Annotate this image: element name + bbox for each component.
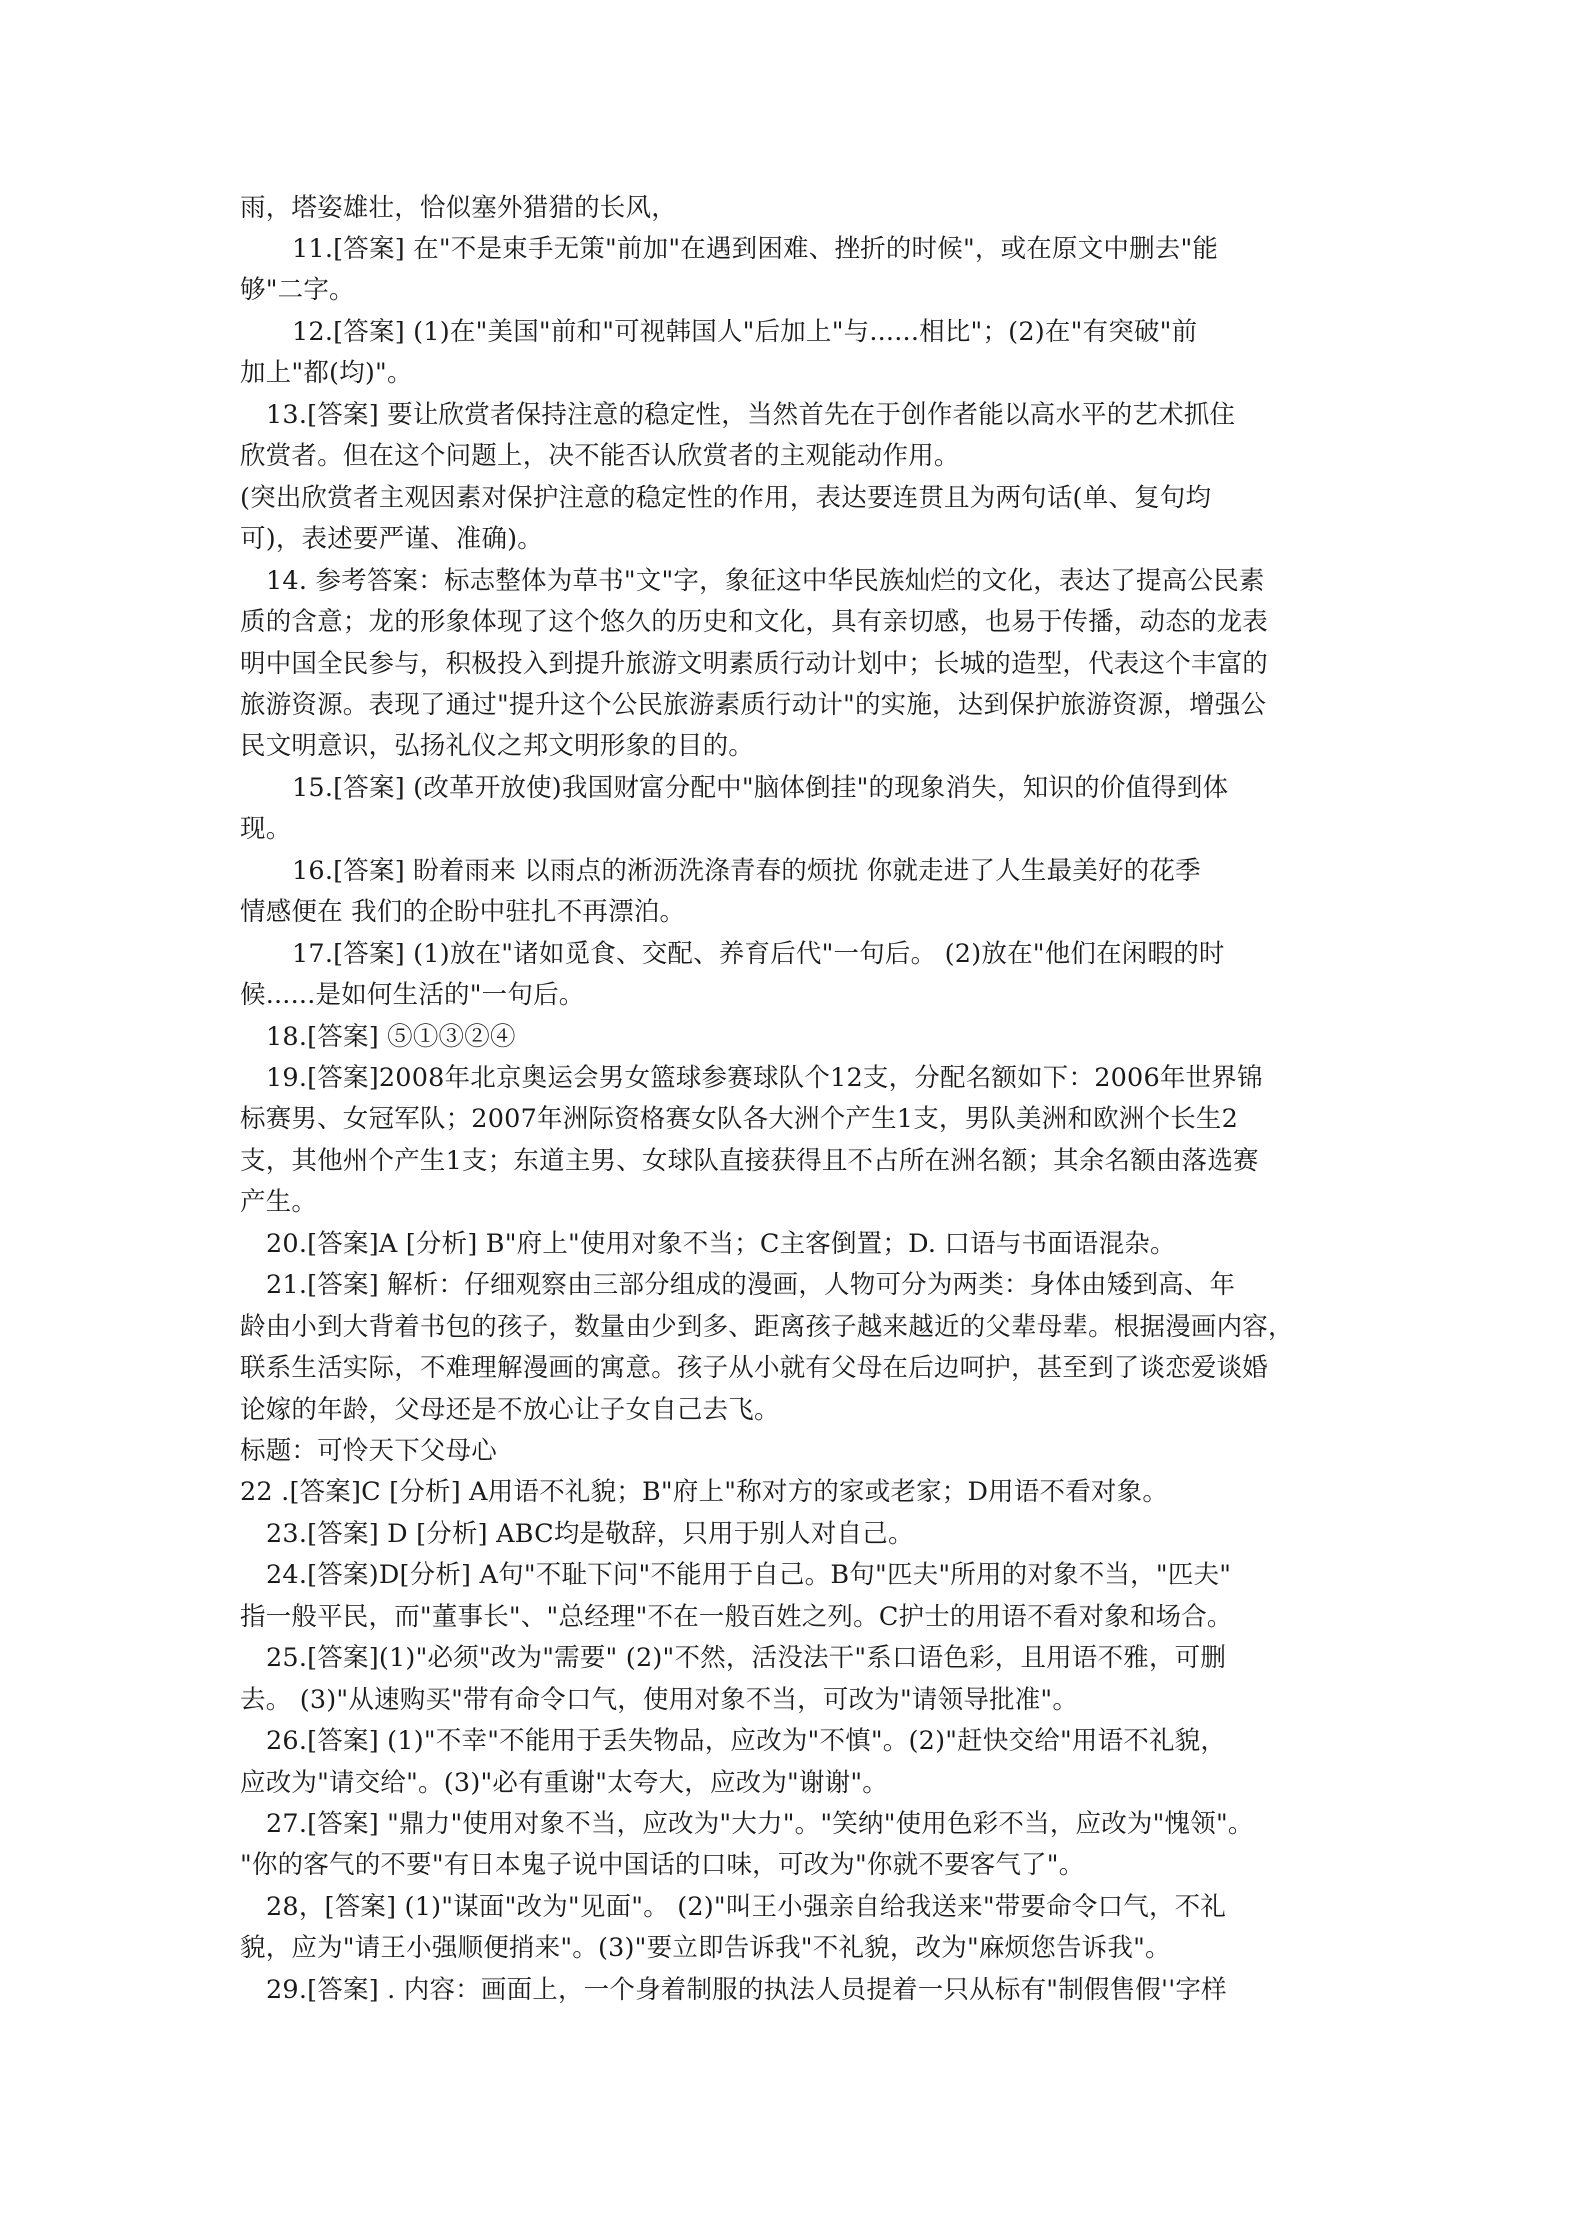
text-line: 14. 参考答案：标志整体为草书"文"字，象征这中华民族灿烂的文化，表达了提高公民素: [266, 566, 1265, 596]
text-line: 民文明意识，弘扬礼仪之邦文明形象的目的。: [240, 731, 755, 761]
text-line: 雨，塔姿雄壮，恰似塞外猎猎的长风，: [240, 193, 677, 223]
text-line: 产生。: [240, 1187, 318, 1217]
text-line: 26.[答案] (1)"不幸"不能用于丢失物品，应改为"不慎"。(2)"赶快交给"用语不礼貌，: [266, 1726, 1227, 1756]
text-line: 20.[答案]A [分析] B"府上"使用对象不当；C主客倒置；D. 口语与书面语混杂。: [266, 1229, 1176, 1259]
text-line: 29.[答案] . 内容：画面上，一个身着制服的执法人员提着一只从标有"制假售假''字样: [266, 1975, 1227, 2005]
text-line: 15.[答案] (改革开放使)我国财富分配中"脑体倒挂"的现象消失，知识的价值得到体: [292, 773, 1229, 803]
text-line: "你的客气的不要"有日本鬼子说中国话的口味，可改为"你就不要客气了"。: [240, 1850, 1085, 1880]
text-line: 19.[答案]2008年北京奥运会男女篮球参赛球队个12支，分配名额如下：2006年世界锦: [266, 1063, 1263, 1093]
text-line: (突出欣赏者主观因素对保护注意的稳定性的作用，表达要连贯且为两句话(单、复句均: [240, 483, 1212, 513]
text-line: 17.[答案] (1)放在"诸如觅食、交配、养育后代"一句后。 (2)放在"他们在闲暇的时: [292, 939, 1225, 969]
text-line: 候......是如何生活的"一句后。: [240, 980, 585, 1010]
text-line: 16.[答案] 盼着雨来 以雨点的淅沥洗涤青春的烦扰 你就走进了人生最美好的花季: [292, 856, 1201, 886]
text-line: 21.[答案] 解析：仔细观察由三部分组成的漫画，人物可分为两类：身体由矮到高、年: [266, 1270, 1236, 1300]
text-line: 支，其他州个产生1支；东道主男、女球队直接获得且不占所在洲名额；其余名额由落选赛: [240, 1146, 1259, 1176]
text-line: 12.[答案] (1)在"美国"前和"可视韩国人"后加上"与......相比"；(2)在"有突破"前: [292, 317, 1198, 347]
text-line: 去。 (3)"从速购买"带有命令口气，使用对象不当，可改为"请领导批准"。: [240, 1685, 1079, 1715]
text-line: 22 .[答案]C [分析] A用语不礼貌；B"府上"称对方的家或老家；D用语不看对象。: [240, 1477, 1169, 1507]
text-line: 标题：可怜天下父母心: [240, 1436, 498, 1466]
text-line: 可)，表述要严谨、准确)。: [240, 524, 543, 554]
text-line: 25.[答案](1)"必须"改为"需要" (2)"不然，活没法干"系口语色彩，且用语不雅，可删: [266, 1643, 1227, 1673]
text-line: 貌，应为"请王小强顺便捎来"。(3)"要立即告诉我"不礼貌，改为"麻烦您告诉我"。: [240, 1933, 1171, 1963]
text-line: 情感便在 我们的企盼中驻扎不再漂泊。: [240, 897, 686, 927]
text-line: 欣赏者。但在这个问题上，决不能否认欣赏者的主观能动作用。: [240, 441, 960, 471]
text-line: 论嫁的年龄，父母还是不放心让子女自己去飞。: [240, 1395, 780, 1425]
text-line: 24.[答案)D[分析] A句"不耻下问"不能用于自己。B句"匹夫"所用的对象不当，"匹夫": [266, 1560, 1232, 1590]
text-line: 27.[答案] "鼎力"使用对象不当，应改为"大力"。"笑纳"使用色彩不当，应改为"愧领"。: [266, 1809, 1254, 1839]
text-line: 现。: [240, 814, 292, 844]
text-line: 加上"都(均)"。: [240, 358, 413, 388]
text-line: 够"二字。: [240, 275, 355, 305]
text-line: 11.[答案] 在"不是束手无策"前加"在遇到困难、挫折的时候"，或在原文中删去"能: [292, 234, 1219, 264]
text-line: 龄由小到大背着书包的孩子，数量由少到多、距离孩子越来越近的父辈母辈。根据漫画内容，: [240, 1312, 1294, 1342]
text-line: 18.[答案] ⑤①③②④: [266, 1022, 516, 1052]
text-line: 明中国全民参与，积极投入到提升旅游文明素质行动计划中；长城的造型，代表这个丰富的: [240, 649, 1269, 679]
text-line: 应改为"请交给"。(3)"必有重谢"太夸大，应改为"谢谢"。: [240, 1768, 888, 1798]
text-line: 13.[答案] 要让欣赏者保持注意的稳定性，当然首先在于创作者能以高水平的艺术抓住: [266, 400, 1236, 430]
text-line: 23.[答案] D [分析] ABC均是敬辞，只用于别人对自己。: [266, 1519, 914, 1549]
text-line: 指一般平民，而"董事长"、"总经理"不在一般百姓之列。C护士的用语不看对象和场合。: [240, 1602, 1233, 1632]
text-line: 旅游资源。表现了通过"提升这个公民旅游素质行动计"的实施，达到保护旅游资源，增强公: [240, 690, 1267, 720]
text-line: 标赛男、女冠军队；2007年洲际资格赛女队各大洲个产生1支，男队美洲和欧洲个长生2: [240, 1104, 1239, 1134]
text-line: 28，[答案] (1)"谋面"改为"见面"。 (2)"叫王小强亲自给我送来"带要命令口气，不礼: [266, 1892, 1227, 1922]
text-line: 联系生活实际，不难理解漫画的寓意。孩子从小就有父母在后边呵护，甚至到了谈恋爱谈婚: [240, 1353, 1269, 1383]
text-line: 质的含意；龙的形象体现了这个悠久的历史和文化，具有亲切感，也易于传播，动态的龙表: [240, 607, 1269, 637]
